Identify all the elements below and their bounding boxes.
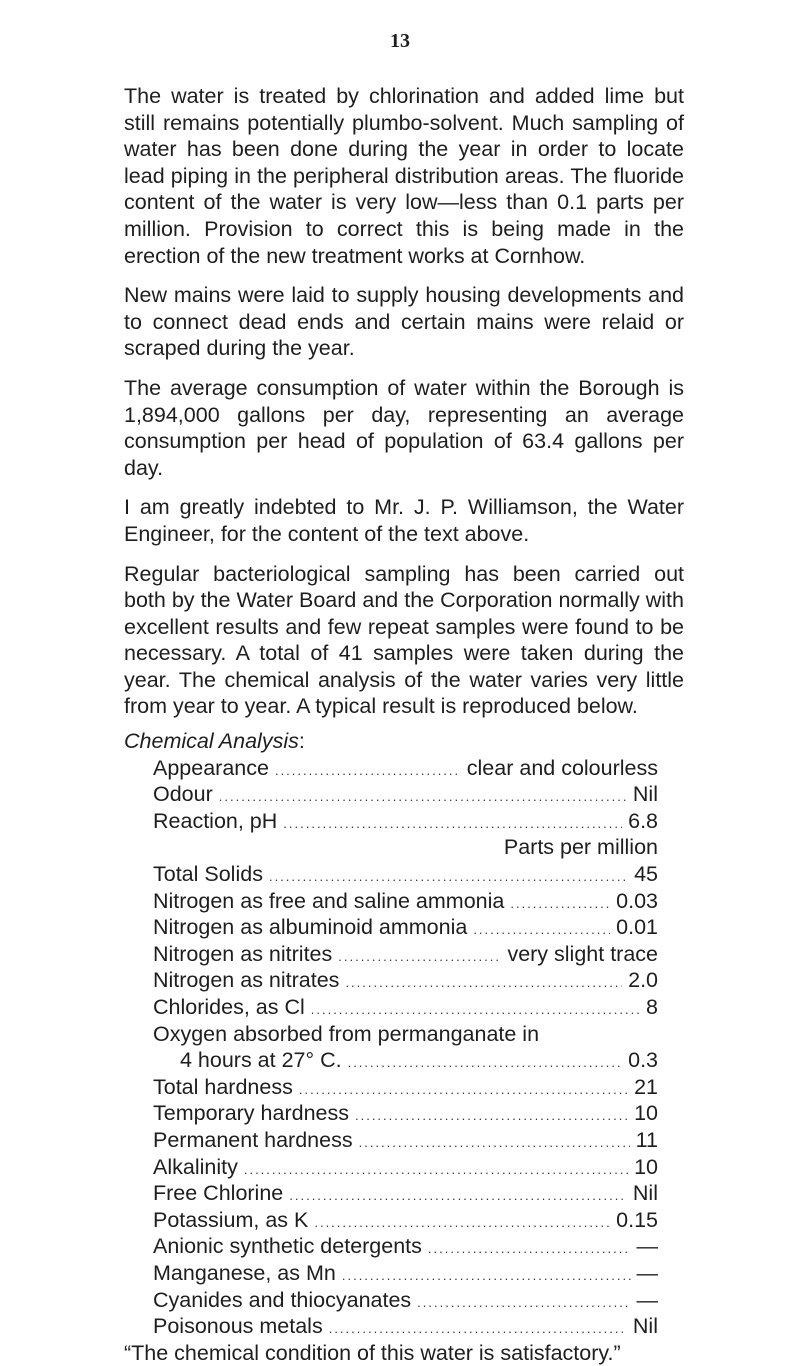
analysis-label: Temporary hardness xyxy=(153,1101,349,1126)
analysis-row xyxy=(153,1021,658,1048)
analysis-row xyxy=(153,1207,658,1234)
analysis-value: 8 xyxy=(646,995,658,1019)
analysis-value: 11 xyxy=(635,1127,658,1152)
analysis-value: 0.03 xyxy=(616,888,658,913)
paragraph-sampling: Regular bacteriological sampling has been carried out both by the Water Board and the Corporation normally with excellent results and few repeat samples were found to be necessary. A total of 41 samples were taken during the year. The chemical analysis of the water varies very little from year to year. A typical result is reproduced below. xyxy=(124,561,684,719)
paragraph-consumption: The average consumption of water within the Borough is 1,894,000 gallons per day, representing an average consumption per head of population of 63.4 gallons per day. xyxy=(124,375,684,480)
document-body xyxy=(124,83,684,1366)
leader-dots xyxy=(219,784,627,811)
leader-dots xyxy=(289,1183,627,1210)
analysis-value: 21 xyxy=(634,1074,658,1099)
analysis-row xyxy=(153,1233,658,1260)
analysis-label: Nitrogen as free and saline ammonia xyxy=(153,888,505,913)
analysis-label: Reaction, pH xyxy=(153,808,278,833)
leader-dots xyxy=(342,1263,631,1290)
analysis-value: 0.3 xyxy=(628,1048,658,1073)
leader-dots xyxy=(345,970,622,997)
analysis-row xyxy=(153,861,658,888)
analysis-label: Manganese, as Mn xyxy=(153,1260,336,1285)
analysis-label: Total hardness xyxy=(153,1074,293,1099)
analysis-row xyxy=(153,1100,658,1127)
analysis-heading-text: Chemical Analysis xyxy=(124,729,299,754)
analysis-row xyxy=(153,781,658,808)
analysis-value: very slight trace xyxy=(507,941,658,966)
analysis-table xyxy=(153,755,658,1340)
leader-dots xyxy=(311,997,640,1024)
leader-dots xyxy=(244,1157,628,1184)
analysis-label: Appearance xyxy=(153,755,269,780)
analysis-row xyxy=(153,1180,658,1207)
analysis-label: Nitrogen as nitrites xyxy=(153,941,333,966)
analysis-heading-colon: : xyxy=(298,729,305,754)
analysis-value: — xyxy=(636,1234,658,1259)
leader-dots xyxy=(510,891,610,918)
analysis-label: Permanent hardness xyxy=(153,1127,353,1152)
leader-dots xyxy=(314,1210,610,1237)
leader-dots xyxy=(329,1316,627,1343)
analysis-label: 4 hours at 27° C. xyxy=(180,1048,342,1073)
analysis-label: Free Chlorine xyxy=(153,1181,284,1206)
analysis-row xyxy=(153,967,658,994)
leader-dots xyxy=(473,917,610,944)
analysis-row xyxy=(153,1154,658,1181)
analysis-value: — xyxy=(636,1287,658,1312)
analysis-label: Nitrogen as albuminoid ammonia xyxy=(153,915,468,940)
analysis-label: Anionic synthetic detergents xyxy=(153,1234,422,1259)
paragraph-acknowledgement: I am greatly indebted to Mr. J. P. Williamson, the Water Engineer, for the content of the text above. xyxy=(124,495,684,546)
analysis-row xyxy=(153,755,658,782)
analysis-row xyxy=(153,1287,658,1314)
leader-dots xyxy=(283,811,622,838)
paragraph-treatment: The water is treated by chlorination and added lime but still remains potentially plumbo-solvent. Much sampling of water has been done during the year in order to locate lead piping in the peripheral distribution areas. The fluoride content of the water is very low—less than 0.1 parts per million. Provision to correct this is being made in the erection of the new treatment works at Cornhow. xyxy=(124,84,684,268)
analysis-row xyxy=(153,808,658,835)
leader-dots xyxy=(275,758,461,785)
analysis-value: 10 xyxy=(634,1101,658,1126)
analysis-row xyxy=(153,888,658,915)
analysis-label: Cyanides and thiocyanates xyxy=(153,1287,412,1312)
analysis-label: Chlorides, as Cl xyxy=(153,995,305,1019)
leader-dots xyxy=(269,864,628,891)
analysis-value: 0.01 xyxy=(616,915,658,940)
analysis-label: Nitrogen as nitrates xyxy=(153,968,340,993)
leader-dots xyxy=(338,944,501,971)
leader-dots xyxy=(348,1050,623,1077)
analysis-value: — xyxy=(636,1260,658,1285)
analysis-label: Total Solids xyxy=(153,862,263,887)
analysis-row xyxy=(153,1127,658,1154)
analysis-value: Nil xyxy=(632,1181,658,1206)
analysis-heading xyxy=(124,728,684,755)
analysis-label: Oxygen absorbed from permanganate in xyxy=(153,1021,540,1046)
analysis-value: Nil xyxy=(632,1314,658,1339)
analysis-row xyxy=(153,1313,658,1340)
analysis-label: Alkalinity xyxy=(153,1154,238,1179)
leader-dots xyxy=(299,1077,628,1104)
analysis-label: Odour xyxy=(153,782,213,807)
page-number: 13 xyxy=(390,30,410,52)
leader-dots xyxy=(417,1290,630,1317)
analysis-value: Nil xyxy=(632,782,658,807)
analysis-label: Poisonous metals xyxy=(153,1314,323,1339)
analysis-row xyxy=(153,1074,658,1101)
analysis-row xyxy=(153,941,658,968)
leader-dots xyxy=(428,1236,631,1263)
analysis-value: 2.0 xyxy=(628,968,658,993)
analysis-value: 6.8 xyxy=(628,808,658,833)
analysis-row xyxy=(153,1047,658,1074)
analysis-row xyxy=(153,994,658,1021)
units-label: Parts per million xyxy=(503,835,658,860)
analysis-label: Potassium, as K xyxy=(153,1207,309,1232)
analysis-value: 10 xyxy=(634,1154,658,1179)
closing-statement: “The chemical condition of this water is satisfactory.” xyxy=(124,1340,621,1365)
analysis-row xyxy=(153,914,658,941)
analysis-value: 45 xyxy=(634,862,658,887)
leader-dots xyxy=(355,1103,628,1130)
analysis-value: 0.15 xyxy=(616,1207,658,1232)
leader-dots xyxy=(359,1130,630,1157)
analysis-row xyxy=(153,1260,658,1287)
paragraph-new-mains: New mains were laid to supply housing developments and to connect dead ends and certain mains were relaid or scraped during the year. xyxy=(124,283,684,361)
analysis-value: clear and colourless xyxy=(466,755,658,780)
